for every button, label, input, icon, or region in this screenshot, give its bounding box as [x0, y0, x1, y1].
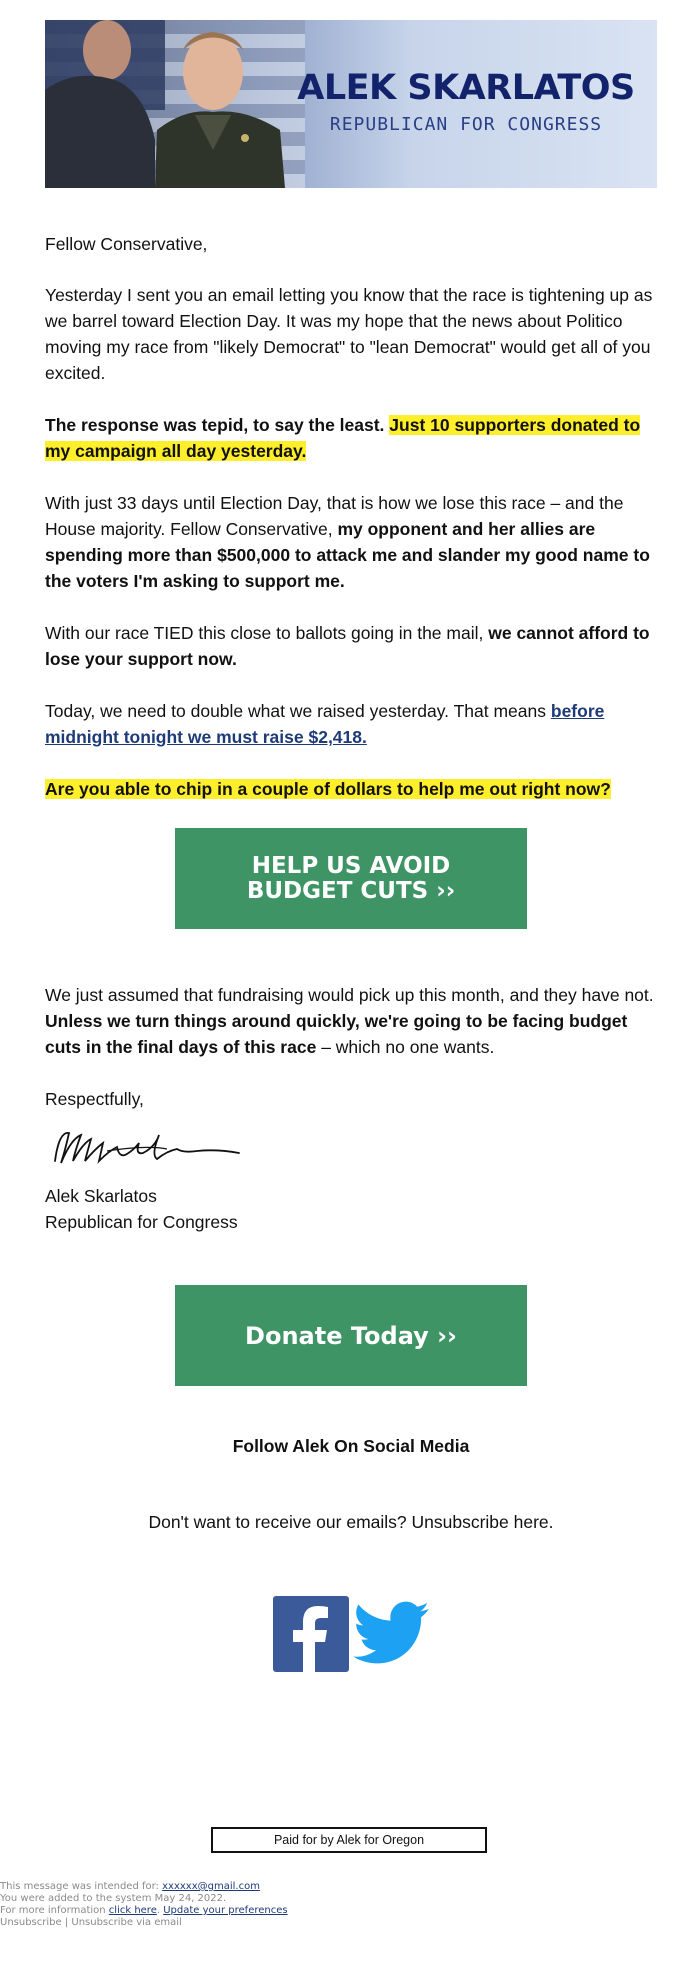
unsubscribe-text[interactable]: Don't want to receive our emails? Unsubscribe here. — [148, 1512, 554, 1532]
email-content — [45, 20, 657, 1847]
footer-email-link[interactable]: xxxxxx@gmail.com — [162, 1881, 260, 1892]
footer-added-date: You were added to the system May 24, 2022. — [0, 1893, 227, 1904]
raise-goal-link[interactable]: before midnight tonight we must raise $2,418. — [45, 701, 605, 747]
footer-click-here-link[interactable]: click here — [108, 1905, 157, 1916]
paragraph-2-bold: The response was tepid, to say the least. — [45, 415, 385, 435]
header-banner — [45, 20, 657, 188]
banner-name: ALEK SKARLATOS — [297, 68, 635, 108]
paragraph-7-bold: Unless we turn things around quickly, we're going to be facing budget cuts in the final days of this race — [45, 1011, 628, 1057]
paragraph-4-text: With our race TIED this close to ballots going in the mail, — [45, 623, 484, 643]
paragraph-6 — [45, 776, 657, 802]
paragraph-3-text: With just 33 days until Election Day, that is how we lose this race – and the House majority. Fellow Conservative, — [45, 493, 624, 539]
donate-today-button[interactable]: Donate Today ›› — [175, 1285, 527, 1386]
paragraph-2 — [45, 412, 657, 464]
paragraph-4-bold: we cannot afford to lose your support now. — [45, 623, 650, 669]
banner-subtitle: REPUBLICAN FOR CONGRESS — [329, 114, 603, 135]
paragraph-3 — [45, 490, 657, 594]
signer-title: Republican for Congress — [45, 1212, 238, 1232]
paragraph-7 — [45, 982, 657, 1060]
paragraph-3-bold: my opponent and her allies are spending more than $500,000 to attack me and slander my good name to the voters I'm asking to support me. — [45, 519, 650, 591]
paragraph-7-text-b: – which no one wants. — [321, 1037, 495, 1057]
twitter-icon[interactable] — [353, 1600, 429, 1666]
paragraph-7-text-a: We just assumed that fundraising would pick up this month, and they have not. — [45, 985, 654, 1005]
footer-more-info — [0, 1905, 288, 1917]
paid-for-notice: Paid for by Alek for Oregon — [211, 1827, 487, 1853]
footer-intended-label: This message was intended for: — [0, 1881, 159, 1892]
paragraph-1: Yesterday I sent you an email letting you know that the race is tightening up as we barrel toward Election Day. It was my hope that the news about Politico moving my race from "likely Democrat" to "lean Democrat" would get all of you excited. — [45, 285, 653, 383]
signer-name: Alek Skarlatos — [45, 1186, 157, 1206]
candidate-photo — [45, 20, 305, 188]
paragraph-4 — [45, 620, 657, 672]
closing: Respectfully, — [45, 1089, 144, 1109]
help-avoid-budget-cuts-button[interactable]: HELP US AVOID BUDGET CUTS ›› — [175, 828, 527, 929]
footer-unsubscribe-links[interactable]: Unsubscribe | Unsubscribe via email — [0, 1917, 182, 1928]
footer-intended — [0, 1881, 260, 1893]
paragraph-6-highlight: Are you able to chip in a couple of dollars to help me out right now? — [45, 779, 611, 799]
social-links — [273, 1596, 431, 1674]
footer-separator: . — [156, 1905, 161, 1916]
paragraph-5-text: Today, we need to double what we raised yesterday. That means — [45, 701, 546, 721]
facebook-icon[interactable] — [273, 1596, 349, 1672]
greeting: Fellow Conservative, — [45, 234, 208, 254]
footer-more-info-label: For more information — [0, 1905, 106, 1916]
footer-preferences-link[interactable]: Update your preferences — [163, 1905, 288, 1916]
signature-image — [47, 1121, 247, 1173]
paragraph-5 — [45, 698, 657, 750]
follow-heading: Follow Alek On Social Media — [232, 1436, 470, 1456]
paragraph-2-highlight: Just 10 supporters donated to my campaign all day yesterday. — [45, 415, 641, 461]
